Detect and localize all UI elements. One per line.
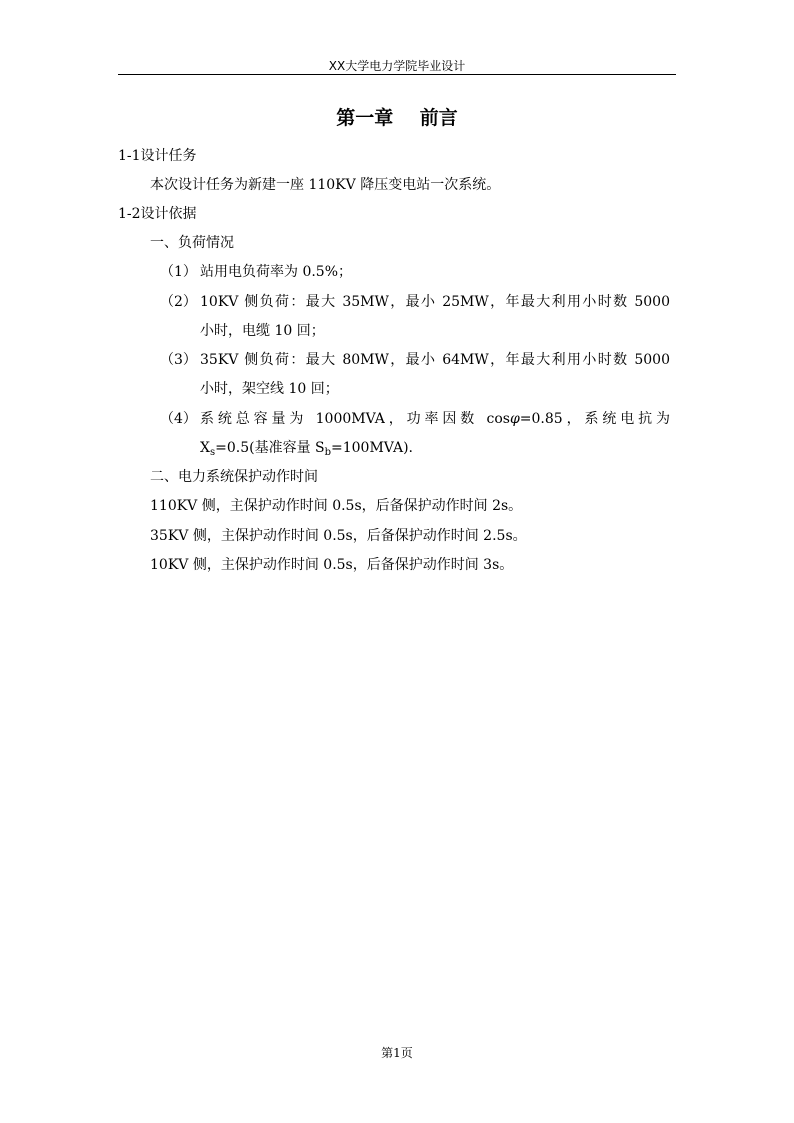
subheading-protection: 二、电力系统保护动作时间	[150, 469, 318, 485]
item-text: 站用电负荷率为 0.5%；	[200, 264, 353, 280]
text-segment: =0.85，系统电抗为	[519, 411, 671, 427]
section-heading-1-2: 1-2设计依据	[118, 206, 197, 222]
text-segment: 系统总容量为 1000MVA，功率因数 cos	[200, 411, 510, 427]
protection-35kv: 35KV 侧，主保护动作时间 0.5s，后备保护动作时间 2.5s。	[150, 528, 527, 544]
reactance-line	[200, 438, 670, 463]
running-header: XX大学电力学院毕业设计	[328, 59, 466, 73]
item-text-continued: 小时，电缆 10 回；	[200, 323, 325, 339]
protection-10kv: 10KV 侧，主保护动作时间 0.5s，后备保护动作时间 3s。	[150, 557, 514, 573]
item-number: （3）	[160, 352, 197, 368]
protection-110kv: 110KV 侧，主保护动作时间 0.5s，后备保护动作时间 2s。	[150, 498, 523, 514]
subheading-load: 一、负荷情况	[150, 235, 234, 251]
text-segment: =0.5(基准容量 S	[215, 440, 325, 456]
item-text: 10KV 侧负荷：最大 35MW，最小 25MW，年最大利用小时数 5000	[200, 294, 670, 310]
task-paragraph: 本次设计任务为新建一座 110KV 降压变电站一次系统。	[150, 177, 501, 193]
text-segment: =100MVA).	[331, 440, 413, 456]
subscript: b	[324, 447, 332, 458]
item-number: （2）	[160, 294, 197, 310]
item-number: （4）	[160, 411, 197, 427]
text-segment: X	[200, 440, 210, 456]
subscript: s	[209, 447, 216, 458]
item-text-continued: 小时，架空线 10 回；	[200, 381, 339, 397]
chapter-title: 第一章 前言	[336, 107, 458, 129]
section-heading-1-1: 1-1设计任务	[118, 148, 197, 164]
system-capacity-line	[200, 409, 670, 429]
phi-symbol: φ	[509, 411, 520, 427]
item-number: （1）	[160, 264, 197, 280]
item-text: 35KV 侧负荷：最大 80MW，最小 64MW，年最大利用小时数 5000	[200, 352, 670, 368]
header-rule	[118, 74, 676, 75]
page-number: 第1页	[381, 1046, 413, 1060]
